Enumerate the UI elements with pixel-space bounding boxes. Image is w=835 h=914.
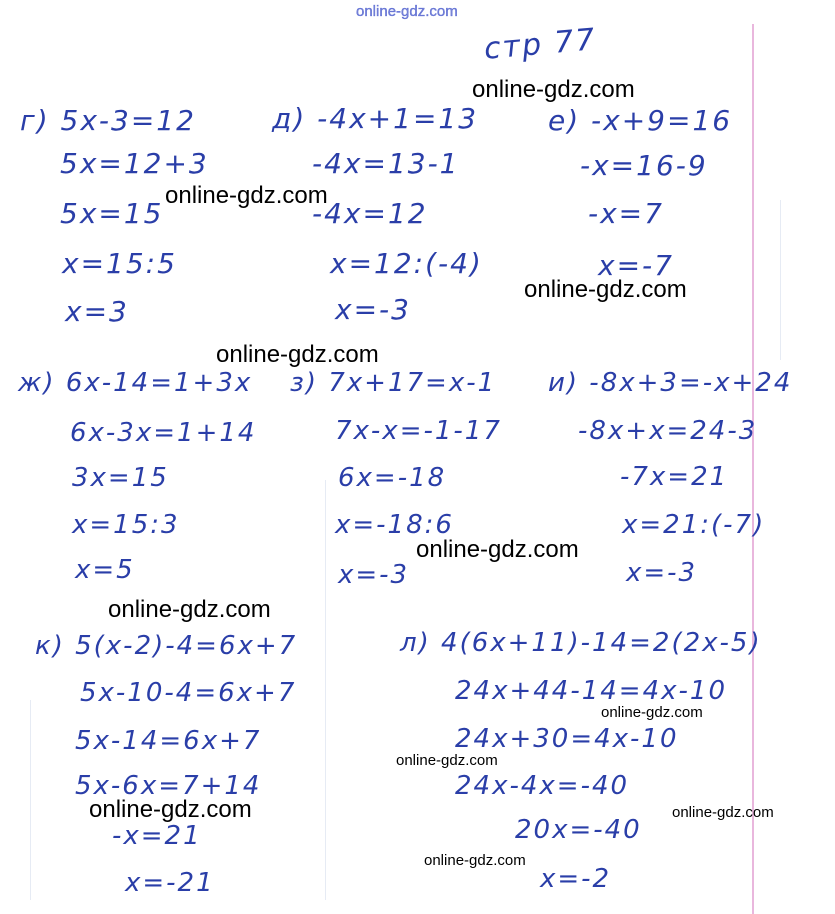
- margin-line: [752, 24, 754, 914]
- eq-k-5: -x=21: [112, 821, 202, 851]
- eq-e-2: -x=16-9: [580, 149, 708, 182]
- eq-z-5: x=-3: [338, 560, 410, 590]
- eq-l-1: л) 4(6x+11)-14=2(2x-5): [400, 628, 762, 658]
- eq-g-3: 5x=15: [60, 197, 164, 230]
- eq-d-1: д) -4x+1=13: [272, 102, 479, 135]
- eq-e-3: -x=7: [588, 197, 664, 230]
- eq-k-6: x=-21: [125, 868, 215, 898]
- eq-e-1: е) -x+9=16: [548, 104, 733, 137]
- eq-i-1: и) -8x+3=-x+24: [548, 368, 793, 398]
- eq-l-6: x=-2: [540, 864, 612, 894]
- eq-zh-1: ж) 6x-14=1+3x: [18, 368, 253, 398]
- eq-z-3: 6x=-18: [338, 463, 447, 493]
- eq-g-2: 5x=12+3: [60, 147, 209, 180]
- eq-d-5: x=-3: [335, 293, 411, 326]
- eq-l-5: 20x=-40: [515, 815, 642, 845]
- eq-d-4: x=12:(-4): [330, 247, 483, 280]
- faint-grid-line: [325, 480, 326, 900]
- eq-i-3: -7x=21: [620, 462, 729, 492]
- eq-d-3: -4x=12: [312, 197, 428, 230]
- watermark: online-gdz.com: [672, 804, 774, 821]
- eq-k-2: 5x-10-4=6x+7: [80, 678, 297, 708]
- watermark: online-gdz.com: [396, 752, 498, 769]
- watermark: online-gdz.com: [424, 852, 526, 869]
- watermark-top: online-gdz.com: [356, 3, 458, 20]
- eq-l-3: 24x+30=4x-10: [455, 724, 679, 754]
- eq-k-3: 5x-14=6x+7: [75, 726, 262, 756]
- eq-zh-2: 6x-3x=1+14: [70, 418, 257, 448]
- faint-grid-line: [780, 200, 781, 360]
- faint-grid-line: [30, 700, 31, 900]
- eq-zh-3: 3x=15: [72, 463, 169, 493]
- eq-z-1: з) 7x+17=x-1: [290, 368, 497, 398]
- watermark: online-gdz.com: [601, 704, 703, 721]
- eq-k-4: 5x-6x=7+14: [75, 771, 262, 801]
- watermark: online-gdz.com: [416, 536, 579, 563]
- eq-l-4: 24x-4x=-40: [455, 771, 630, 801]
- eq-k-1: к) 5(x-2)-4=6x+7: [35, 631, 298, 661]
- eq-g-4: x=15:5: [62, 247, 177, 280]
- page-header: стр 77: [482, 22, 599, 67]
- watermark: online-gdz.com: [524, 276, 687, 303]
- eq-i-5: x=-3: [626, 558, 698, 588]
- watermark: online-gdz.com: [165, 182, 328, 209]
- watermark: online-gdz.com: [89, 796, 252, 823]
- eq-d-2: -4x=13-1: [312, 147, 460, 180]
- eq-e-4: x=-7: [598, 249, 674, 282]
- watermark: online-gdz.com: [108, 596, 271, 623]
- eq-i-4: x=21:(-7): [622, 510, 766, 540]
- eq-i-2: -8x+x=24-3: [578, 416, 758, 446]
- eq-z-4: x=-18:6: [335, 510, 454, 540]
- eq-zh-4: x=15:3: [72, 510, 180, 540]
- eq-l-2: 24x+44-14=4x-10: [455, 676, 727, 706]
- eq-g-5: x=3: [65, 295, 129, 328]
- watermark: online-gdz.com: [216, 341, 379, 368]
- eq-zh-5: x=5: [75, 555, 135, 585]
- eq-g-1: г) 5x-3=12: [20, 104, 196, 137]
- eq-z-2: 7x-x=-1-17: [335, 416, 502, 446]
- watermark: online-gdz.com: [472, 76, 635, 103]
